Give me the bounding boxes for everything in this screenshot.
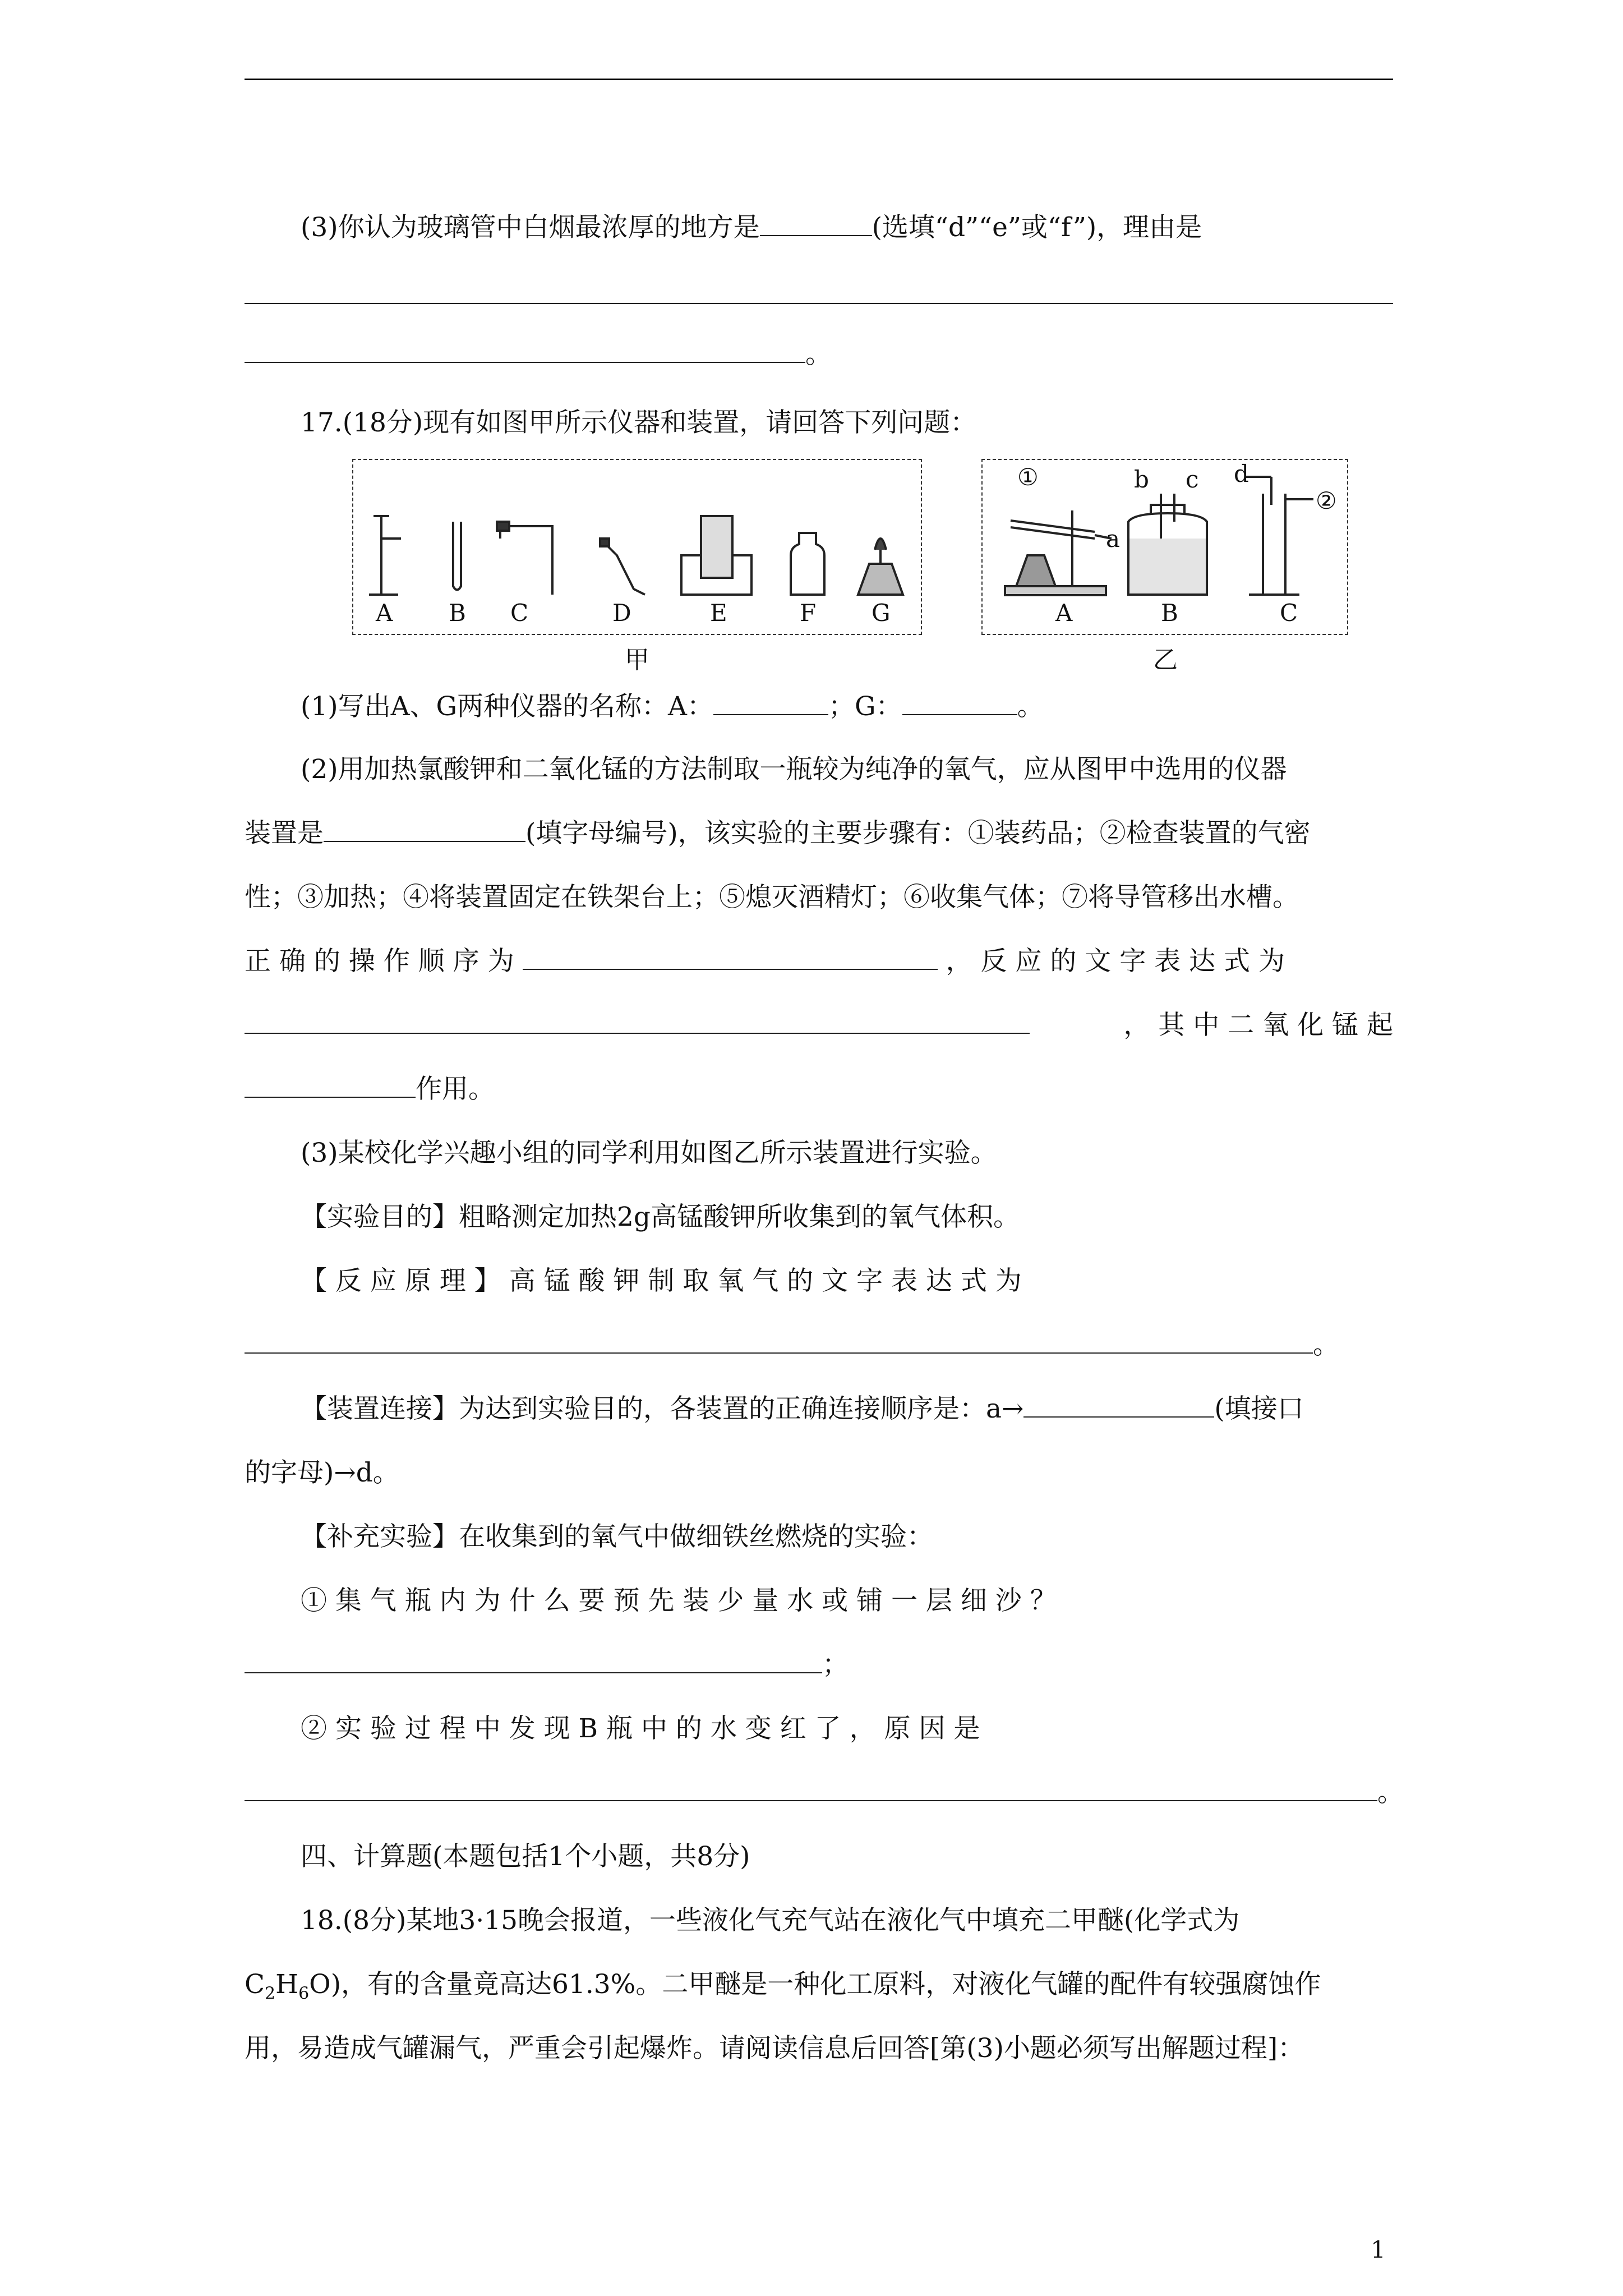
device-connection-line2: 的字母)→d。 (245, 1457, 399, 1488)
answer-blank[interactable] (760, 213, 872, 236)
q18-line1: 18.(8分)某地3·15晚会报道，一些液化气充气站在液化气中填充二甲醚(化学式为 (301, 1905, 1240, 1936)
fig-label-E: E (710, 599, 727, 627)
sub-question-1: ① 集 气 瓶 内 为 什 么 要 预 先 装 少 量 水 或 铺 一 层 细 沙 ？ (301, 1585, 1057, 1616)
section-4-heading: 四、计算题(本题包括1个小题，共8分) (301, 1841, 750, 1872)
q18-line2: $C_2H_6O$)，有的含量竟高达61.3%。二甲醚是一种化工原料，对液化气罐的配件有较强腐蚀作 (245, 1969, 1321, 2004)
answer-blank[interactable] (245, 1010, 1030, 1034)
q17-part1: (1)写出A、G两种仪器的名称：A： ；G： 。 (301, 691, 1044, 722)
answer-blank[interactable] (1023, 1394, 1214, 1418)
q17-part2-line6: 作用。 (245, 1073, 1393, 1106)
q17-part2-line3: 性；③加热；④将装置固定在铁架台上；⑤熄灭酒精灯；⑥收集气体；⑦将导管移出水槽。 (245, 882, 1299, 913)
mark-b: b (1134, 466, 1149, 493)
reaction-principle: 【 反 应 原 理 】 高 锰 酸 钾 制 取 氧 气 的 文 字 表 达 式 为 (301, 1266, 1022, 1296)
figure-yi-caption: 乙 (1153, 646, 1178, 674)
fig-label-F: F (800, 599, 817, 627)
answer-blank[interactable] (245, 1074, 416, 1098)
page-number: 1 (1371, 2236, 1386, 2263)
q16-part3-line: (3)你认为玻璃管中白烟最浓厚的地方是 (选填“d”“e”或“f”)，理由是 (301, 212, 1202, 243)
answer-blank[interactable] (324, 818, 525, 842)
figure-jia-apparatus (353, 460, 921, 634)
answer-blank[interactable] (245, 1330, 1313, 1354)
q17-part2-line2: 装置是 (填字母编号)，该实验的主要步骤有：①装药品；②检查装置的气密 (245, 818, 1311, 849)
q17-part2-line5: ， 其 中 二 氧 化 锰 起 (245, 1009, 1393, 1042)
q16-part3-line2: 。 (245, 338, 1393, 371)
answer-blank[interactable] (245, 339, 805, 363)
q18-line3: 用，易造成气罐漏气，严重会引起爆炸。请阅读信息后回答[第(3)小题必须写出解题过程]： (245, 2033, 1304, 2064)
answer-blank[interactable] (245, 1778, 1377, 1801)
experiment-goal: 【实验目的】粗略测定加热2g高锰酸钾所收集到的氧气体积。 (301, 1202, 1020, 1232)
q17-part2-line4: 正 确 的 操 作 顺 序 为 ， 反 应 的 文 字 表 达 式 为 (245, 946, 1285, 977)
sub-question-2-answer: 。 (245, 1776, 1393, 1810)
mark-circle-1: ① (1017, 463, 1039, 491)
answer-blank-A[interactable] (713, 692, 828, 715)
fig-label-D: D (612, 599, 631, 627)
sub-question-2: ② 实 验 过 程 中 发 现 B 瓶 中 的 水 变 红 了 ， 原 因 是 (301, 1713, 980, 1744)
fig-label-G: G (872, 599, 891, 627)
mark-d: d (1234, 460, 1249, 487)
q17-title: 17.(18分)现有如图甲所示仪器和装置，请回答下列问题： (301, 407, 977, 438)
fig-yi-label-C: C (1280, 599, 1298, 627)
answer-blank-G[interactable] (902, 692, 1017, 715)
supplementary-experiment: 【补充实验】在收集到的氧气中做细铁丝燃烧的实验： (301, 1521, 933, 1552)
mark-c: c (1186, 466, 1199, 493)
q17-part2-line1: (2)用加热氯酸钾和二氧化锰的方法制取一瓶较为纯净的氧气，应从图甲中选用的仪器 (301, 754, 1287, 785)
answer-blank[interactable] (245, 303, 1393, 304)
header-rule (245, 79, 1393, 80)
principle-answer-line: 。 (245, 1328, 1393, 1362)
q17-part3: (3)某校化学兴趣小组的同学利用如图乙所示装置进行实验。 (301, 1138, 997, 1168)
answer-blank[interactable] (245, 1650, 822, 1673)
device-connection: 【装置连接】为达到实验目的，各装置的正确连接顺序是：a→ (填接口 (301, 1393, 1304, 1424)
fig-label-C: C (510, 599, 529, 627)
figure-jia-frame (352, 459, 922, 635)
mark-circle-2: ② (1316, 487, 1337, 514)
mark-a: a (1106, 525, 1121, 553)
fig-label-A: A (376, 599, 393, 627)
figure-jia-caption: 甲 (625, 646, 649, 674)
fig-yi-label-A: A (1055, 599, 1073, 627)
fig-label-B: B (449, 599, 466, 627)
fig-yi-label-B: B (1161, 599, 1178, 627)
figure-yi-frame (981, 459, 1348, 635)
sub-question-1-answer: ； (245, 1648, 1393, 1682)
answer-blank[interactable] (523, 946, 938, 970)
